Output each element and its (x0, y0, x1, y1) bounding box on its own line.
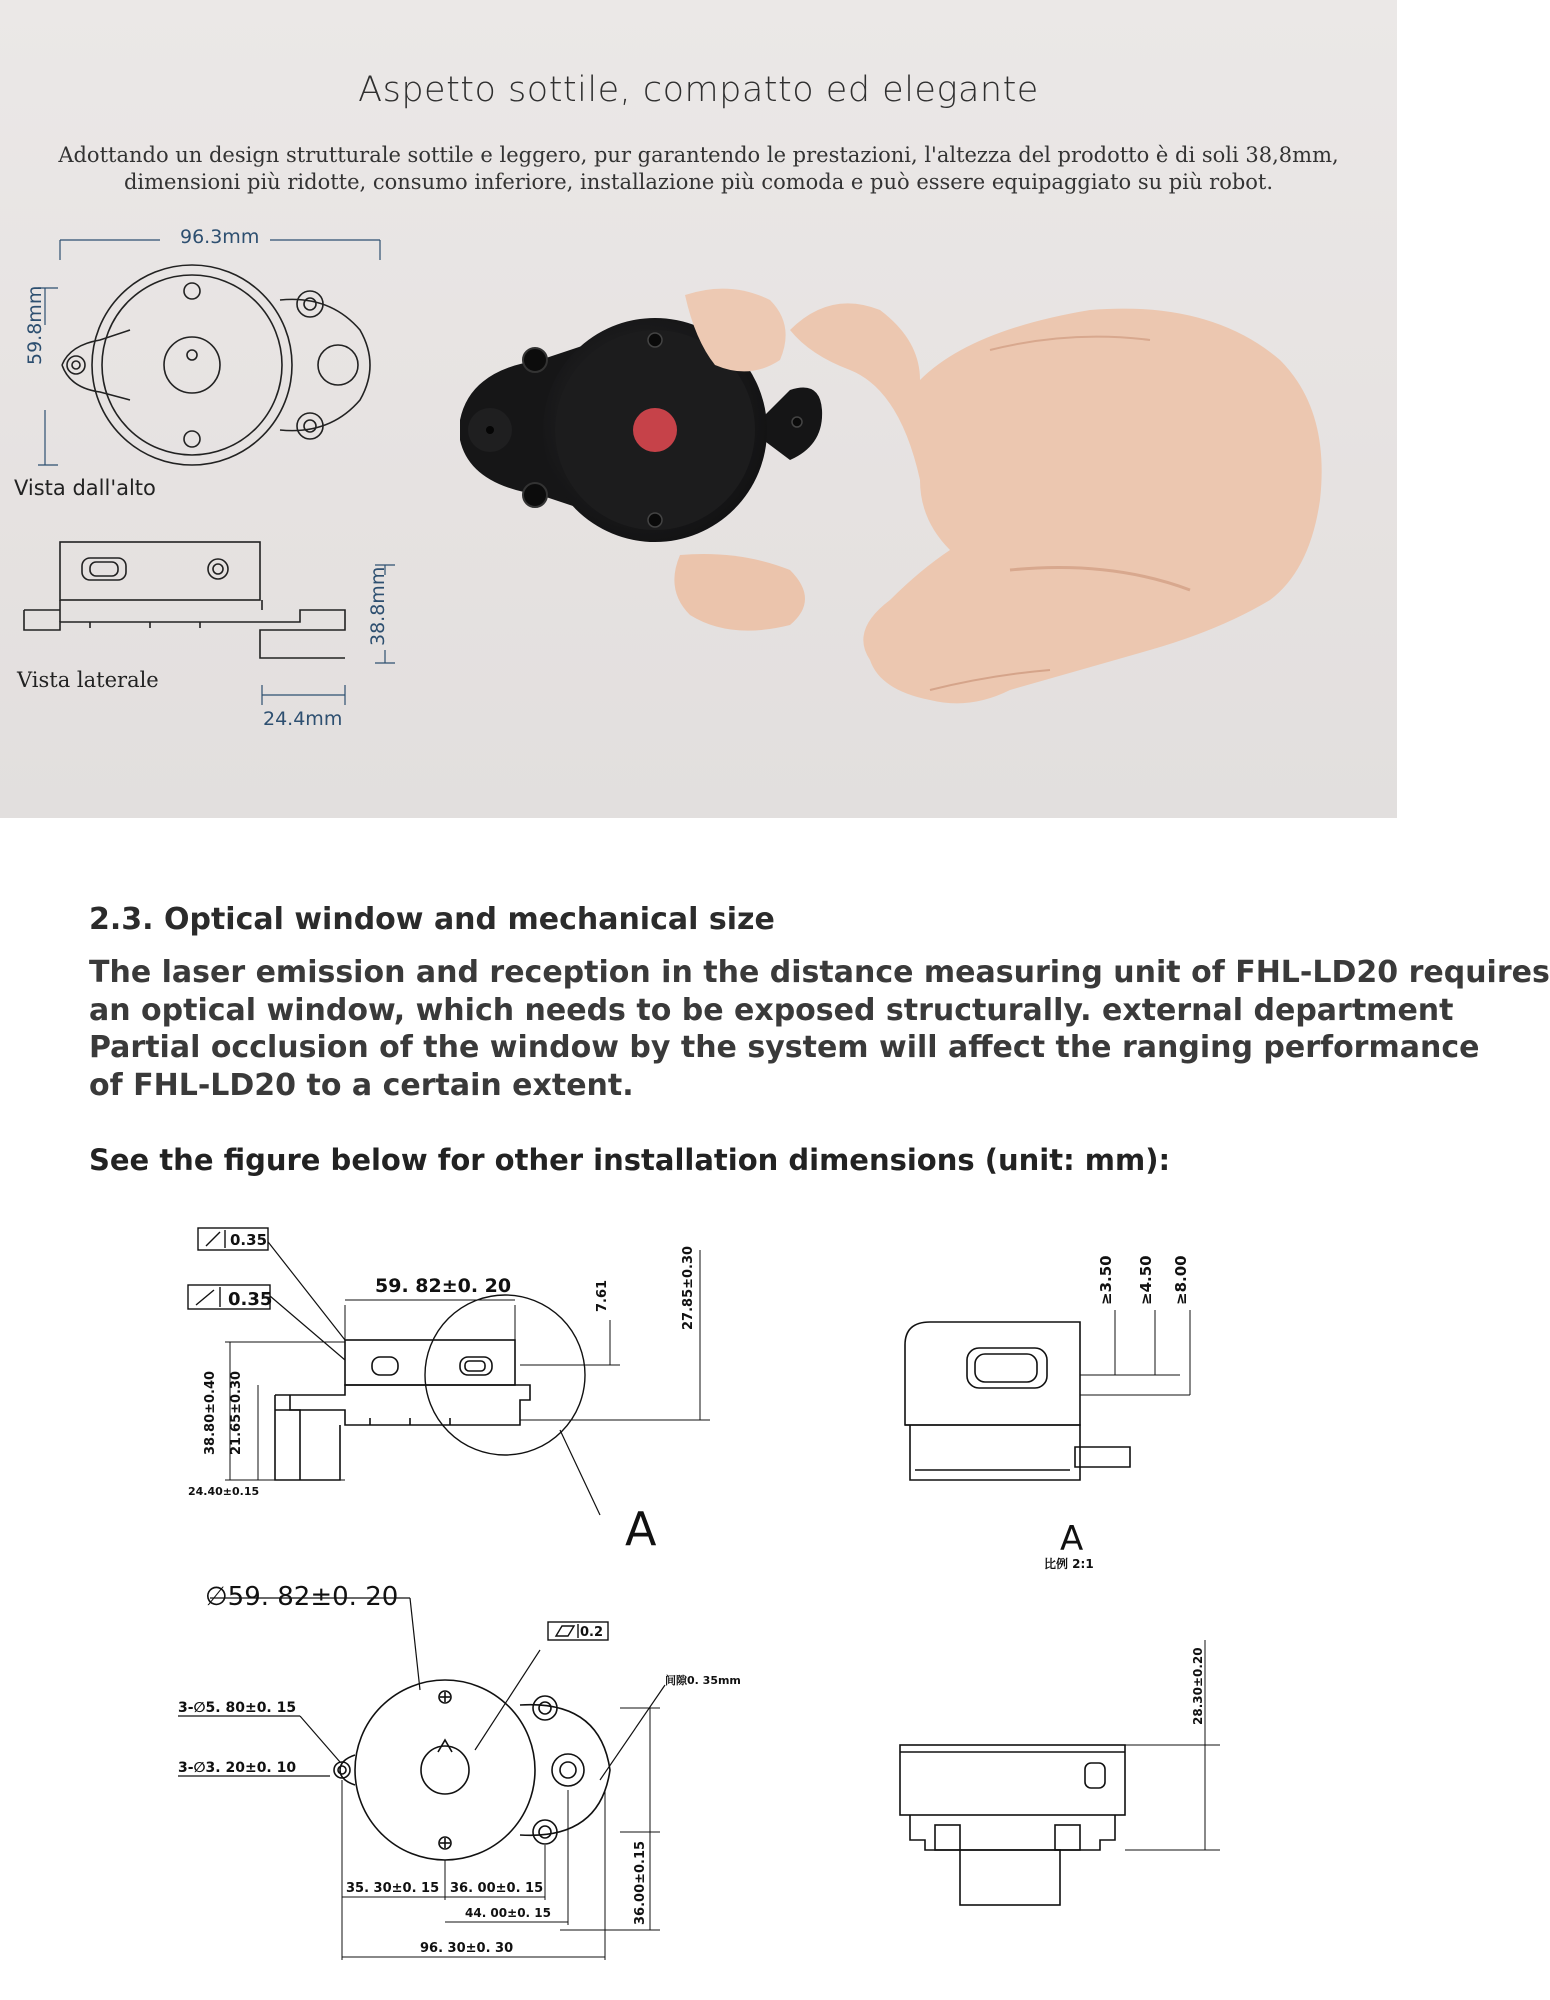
flat-tol-text: 0.2 (580, 1625, 604, 1640)
section-subtitle: See the figure below for other installation dimensions (unit: mm): (89, 1143, 1171, 1177)
tol-2-text: 0.35 (228, 1289, 273, 1310)
mechanical-drawing (0, 1200, 1397, 1990)
dim-3600a-text: 36. 00±0. 15 (450, 1881, 544, 1896)
dim-2165-text: 21.65±0.30 (229, 1370, 244, 1455)
dim-width-label: 96.3mm (180, 226, 260, 248)
section-title: 2.3. Optical window and mechanical size (89, 902, 775, 937)
banner-description-line2: dimensioni più ridotte, consumo inferiore, installazione più comoda e può essere equipaggiato su più robot. (123, 170, 1274, 194)
tol-1-text: 0.35 (230, 1231, 268, 1249)
dim-4400-text: 44. 00±0. 15 (465, 1906, 551, 1920)
top-view-label: Vista dall'alto (14, 476, 156, 500)
side-view-sketch (0, 530, 420, 730)
banner-title: Aspetto sottile, compatto ed elegante (358, 70, 1039, 110)
dim-thickness-label: 38.8mm (367, 566, 389, 646)
side-view-label: Vista laterale (17, 668, 159, 692)
body-line-1: The laser emission and reception in the distance measuring unit of FHL-LD20 requires (89, 955, 1550, 990)
dim-3600v-text: 36.00±0.15 (633, 1840, 648, 1925)
scale-text: 比例 2:1 (1044, 1557, 1094, 1571)
gap-text: 间隙0. 35mm (665, 1674, 741, 1687)
dim-2440-text: 24.40±0.15 (188, 1485, 260, 1498)
dim-450-text: ≥4.50 (1137, 1255, 1155, 1305)
dim-3530-text: 35. 30±0. 15 (346, 1881, 440, 1896)
body-line-3: Partial occlusion of the window by the system will affect the ranging performance (89, 1030, 1480, 1065)
dia-top-text: 59. 82±0. 20 (375, 1275, 512, 1297)
top-view-sketch (0, 220, 420, 480)
dim-9630-text: 96. 30±0. 30 (420, 1941, 514, 1956)
product-banner (0, 0, 1397, 818)
hole-580-text: 3-∅5. 80±0. 15 (178, 1700, 297, 1716)
banner-description (40, 142, 1357, 196)
dim-depth-label: 24.4mm (263, 708, 343, 730)
product-photo (450, 270, 1390, 740)
dim-761-text: 7.61 (595, 1279, 610, 1312)
dim-3880-text: 38.80±0.40 (203, 1370, 218, 1455)
dim-2785-text: 27.85±0.30 (681, 1245, 696, 1330)
dia-main-text: ∅59. 82±0. 20 (205, 1582, 399, 1612)
section-body (89, 954, 1550, 1104)
dim-2830-text: 28.30±0.20 (1191, 1647, 1205, 1725)
dim-800-text: ≥8.00 (1172, 1255, 1190, 1305)
detail-a-label: A (625, 1502, 657, 1556)
banner-description-line1: Adottando un design strutturale sottile e leggero, pur garantendo le prestazioni, l'altezza del prodotto è di soli 38,8mm, (58, 143, 1339, 167)
body-line-2: an optical window, which needs to be exposed structurally. external department (89, 992, 1454, 1028)
dim-height-label: 59.8mm (24, 285, 46, 365)
dim-350-text: ≥3.50 (1097, 1255, 1115, 1305)
detail-a-label-2: A (1060, 1519, 1084, 1559)
body-line-4: of FHL-LD20 to a certain extent. (89, 1067, 634, 1103)
hole-320-text: 3-∅3. 20±0. 10 (178, 1760, 297, 1776)
